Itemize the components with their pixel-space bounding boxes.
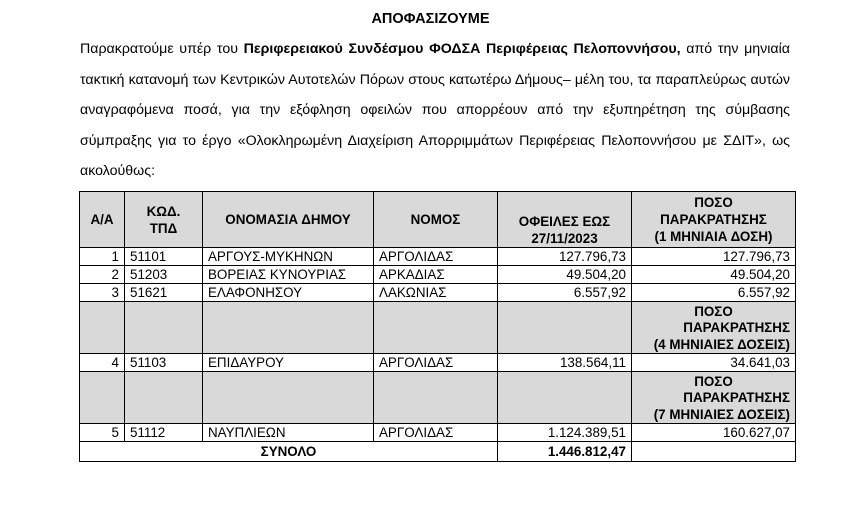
cell-debt: 1.124.389,51	[498, 424, 632, 442]
cell-amount: 6.557,92	[632, 284, 796, 302]
cell-name: ΑΡΓΟΥΣ-ΜΥΚΗΝΩΝ	[203, 248, 374, 266]
sub-empty-cell	[374, 372, 498, 424]
cell-prefecture: ΑΡΚΑΔΙΑΣ	[374, 266, 498, 284]
cell-prefecture: ΑΡΓΟΛΙΔΑΣ	[374, 248, 498, 266]
table-row	[80, 284, 796, 302]
sub1-line2: ΠΑΡΑΚΡΑΤΗΣΗΣ	[683, 320, 790, 335]
sub2-line2: ΠΑΡΑΚΡΑΤΗΣΗΣ	[683, 390, 790, 405]
cell-debt: 6.557,92	[498, 284, 632, 302]
cell-prefecture: ΑΡΓΟΛΙΔΑΣ	[374, 354, 498, 372]
cell-amount: 34.641,03	[632, 354, 796, 372]
cell-code: 51101	[125, 248, 203, 266]
table-row	[80, 354, 796, 372]
header-withholding-amount	[632, 192, 796, 248]
total-label: ΣΥΝΟΛΟ	[80, 442, 498, 462]
sub-empty-cell	[80, 302, 125, 354]
header-aa: Α/Α	[80, 192, 125, 248]
header-code-line2: ΤΠΔ	[149, 220, 178, 236]
cell-amount: 160.627,07	[632, 424, 796, 442]
sub1-line3: (4 ΜΗΝΙΑΙΕΣ ΔΟΣΕΙΣ)	[653, 336, 790, 352]
cell-code: 51203	[125, 266, 203, 284]
header-prefecture: ΝΟΜΟΣ	[374, 192, 498, 248]
cell-debt: 49.504,20	[498, 266, 632, 284]
sub-empty-cell	[498, 372, 632, 424]
subheader-amount-label	[632, 372, 796, 424]
sub-empty-cell	[374, 302, 498, 354]
cell-aa: 1	[80, 248, 125, 266]
cell-name: ΝΑΥΠΛΙΕΩΝ	[203, 424, 374, 442]
sub-empty-cell	[203, 302, 374, 354]
cell-aa: 4	[80, 354, 125, 372]
cell-code: 51103	[125, 354, 203, 372]
header-amount-line1: ΠΟΣΟ	[694, 195, 733, 210]
cell-aa: 5	[80, 424, 125, 442]
cell-name: ΒΟΡΕΙΑΣ ΚΥΝΟΥΡΙΑΣ	[203, 266, 374, 284]
cell-prefecture: ΛΑΚΩΝΙΑΣ	[374, 284, 498, 302]
sub-empty-cell	[125, 302, 203, 354]
cell-amount: 127.796,73	[632, 248, 796, 266]
decision-paragraph	[80, 34, 790, 187]
sub-empty-cell	[125, 372, 203, 424]
total-empty-cell	[632, 442, 796, 462]
subheader-row-4-installments	[80, 302, 796, 354]
paragraph-text-start: Παρακρατούμε υπέρ του	[80, 41, 244, 57]
cell-code: 51112	[125, 424, 203, 442]
cell-amount: 49.504,20	[632, 266, 796, 284]
subheader-amount-label	[632, 302, 796, 354]
sub-empty-cell	[80, 372, 125, 424]
total-value: 1.446.812,47	[498, 442, 632, 462]
subheader-row-7-installments	[80, 372, 796, 424]
header-code	[125, 192, 203, 248]
table-row	[80, 266, 796, 284]
table-row	[80, 248, 796, 266]
cell-aa: 3	[80, 284, 125, 302]
cell-prefecture: ΑΡΓΟΛΙΔΑΣ	[374, 424, 498, 442]
total-row	[80, 442, 796, 462]
sub1-line1: ΠΟΣΟ	[694, 303, 733, 319]
cell-debt: 127.796,73	[498, 248, 632, 266]
sub2-line1: ΠΟΣΟ	[694, 373, 733, 389]
header-municipality-name: ΟΝΟΜΑΣΙΑ ΔΗΜΟΥ	[203, 192, 374, 248]
sub-empty-cell	[498, 302, 632, 354]
cell-debt: 138.564,11	[498, 354, 632, 372]
withholding-table	[79, 191, 796, 462]
header-amount-line2: ΠΑΡΑΚΡΑΤΗΣΗΣ	[660, 212, 767, 227]
paragraph-bold-entity: Περιφερειακού Συνδέσμου ΦΟΔΣΑ Περιφέρειας Πελοποννήσου,	[243, 41, 681, 57]
table-header-row	[80, 192, 796, 248]
header-amount-line3: (1 ΜΗΝΙΑΙΑ ΔΟΣΗ)	[654, 229, 773, 244]
cell-code: 51621	[125, 284, 203, 302]
sub2-line3: (7 ΜΗΝΙΑΙΕΣ ΔΟΣΕΙΣ)	[653, 406, 790, 422]
sub-empty-cell	[203, 372, 374, 424]
cell-name: ΕΛΑΦΟΝΗΣΟΥ	[203, 284, 374, 302]
table-row	[80, 424, 796, 442]
paragraph-text-rest: από την μηνιαία τακτική κατανομή των Κεντρικών Αυτοτελών Πόρων στους κατωτέρω Δήμους– μέλη του, τα παραπλεύρως αυτών αναγραφόμενα ποσά, για την εξόφληση οφειλών που απορρέουν από την εξυπηρέτηση της σύμβασης σύμπραξης για το έργο «Ολοκληρωμένη Διαχείριση Απορριμμάτων Περιφέρειας Πελοποννήσου με ΣΔΙΤ», ως ακολούθως:	[80, 41, 790, 179]
cell-aa: 2	[80, 266, 125, 284]
header-debt	[498, 192, 632, 248]
header-debt-line2: 27/11/2023	[531, 231, 598, 246]
cell-name: ΕΠΙΔΑΥΡΟΥ	[203, 354, 374, 372]
decision-heading: ΑΠΟΦΑΣΙΖΟΥΜΕ	[371, 11, 490, 27]
header-code-line1: ΚΩΔ.	[146, 203, 181, 219]
header-debt-line1: ΟΦΕΙΛΕΣ ΕΩΣ	[518, 214, 611, 229]
